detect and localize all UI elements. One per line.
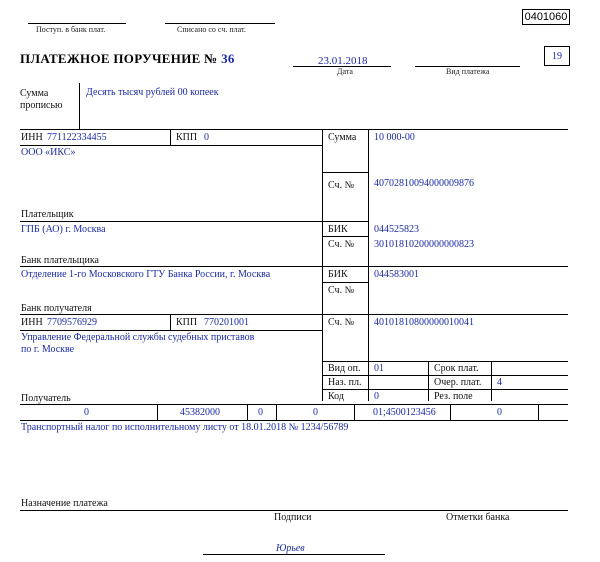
amount-words-value: Десять тысяч рублей 00 копеек — [86, 87, 219, 98]
bank-received-line — [28, 23, 126, 24]
tax-field-document: 01;4500123456 — [373, 407, 436, 418]
payer-bank-account-label: Сч. № — [328, 239, 355, 250]
grid-line — [322, 236, 368, 237]
grid-line — [322, 375, 568, 376]
payee-bank-name: Отделение 1-го Московского ГТУ Банка России, г. Москва — [21, 269, 271, 280]
grid-line — [538, 404, 539, 420]
priority: 4 — [497, 377, 502, 388]
payer-account-label: Сч. № — [328, 180, 355, 191]
grid-line — [20, 420, 568, 421]
order-number: 36 — [221, 51, 235, 66]
grid-line — [20, 129, 568, 130]
purpose-text: Транспортный налог по исполнительному листу от 18.01.2018 № 1234/56789 — [21, 422, 349, 433]
payer-inn-label: ИНН — [21, 132, 43, 143]
payer-bank-label: Банк плательщика — [21, 255, 99, 266]
grid-line — [20, 145, 322, 146]
grid-line — [20, 404, 568, 405]
debited-line — [165, 23, 275, 24]
payee-bank-account-label: Сч. № — [328, 285, 355, 296]
payee-kpp-label: КПП — [176, 317, 198, 328]
bank-marks-label: Отметки банка — [446, 512, 510, 523]
op-type-label: Вид оп. — [328, 363, 361, 374]
tax-field-oktmo: 45382000 — [180, 407, 220, 418]
payer-label: Плательщик — [21, 209, 74, 220]
grid-line — [276, 404, 277, 420]
payer-bank-account: 30101810200000000823 — [374, 239, 474, 250]
grid-line — [354, 404, 355, 420]
payment-type-label: Вид платежа — [446, 67, 490, 76]
payee-inn-label: ИНН — [21, 317, 43, 328]
tax-field-status: 0 — [84, 407, 89, 418]
grid-line — [450, 404, 451, 420]
priority-label: Очер. плат. — [434, 377, 482, 388]
grid-line — [20, 510, 568, 511]
reserve-label: Рез. поле — [434, 391, 473, 402]
payer-kpp: 0 — [204, 132, 209, 143]
payee-bank-label: Банк получателя — [21, 303, 92, 314]
amount-words-divider — [79, 83, 80, 129]
payee-account: 40101810800000010041 — [374, 317, 474, 328]
tax-field-period: 0 — [313, 407, 318, 418]
payer-bik-label: БИК — [328, 224, 348, 235]
sum-value: 10 000-00 — [374, 132, 415, 143]
grid-line — [20, 221, 368, 222]
grid-line — [322, 172, 368, 173]
sum-label: Сумма — [328, 132, 357, 143]
status-code-box: 19 — [544, 46, 570, 66]
payee-bik-label: БИК — [328, 269, 348, 280]
payee-label: Получатель — [21, 393, 71, 404]
grid-line — [157, 404, 158, 420]
grid-line — [20, 266, 568, 267]
code-label: Код — [328, 391, 344, 402]
grid-line — [491, 361, 492, 401]
title-prefix: ПЛАТЕЖНОЕ ПОРУЧЕНИЕ № — [20, 51, 218, 66]
grid-line — [247, 404, 248, 420]
term-label: Срок плат. — [434, 363, 479, 374]
tax-field-basis: 0 — [258, 407, 263, 418]
grid-line — [322, 389, 568, 390]
grid-line — [170, 314, 171, 330]
grid-line — [20, 330, 322, 331]
payer-bik: 044525823 — [374, 224, 419, 235]
page-title — [20, 51, 235, 67]
grid-line — [322, 282, 368, 283]
signature-name: Юрьев — [276, 543, 305, 554]
purpose-label: Назначение платежа — [21, 498, 108, 509]
form-code-box: 0401060 — [522, 9, 570, 25]
bank-received-label: Поступ. в банк плат. — [36, 25, 106, 34]
grid-line — [428, 361, 429, 401]
payer-name: ООО «ИКС» — [21, 147, 76, 158]
payee-name: Управление Федеральной службы судебных приставов по г. Москве — [21, 332, 255, 355]
payer-inn: 771122334455 — [47, 132, 107, 143]
payer-account: 40702810094000009876 — [374, 178, 474, 189]
payer-bank-name: ГПБ (АО) г. Москва — [21, 224, 106, 235]
grid-line — [322, 361, 568, 362]
order-date: 23.01.2018 — [318, 55, 368, 67]
payee-kpp: 770201001 — [204, 317, 249, 328]
payee-account-label: Сч. № — [328, 317, 355, 328]
date-label: Дата — [337, 67, 353, 76]
tax-field-date: 0 — [497, 407, 502, 418]
signature-line — [203, 554, 385, 555]
purpose-code-label: Наз. пл. — [328, 377, 362, 388]
amount-words-label: Сумма прописью — [20, 88, 63, 111]
grid-line — [170, 129, 171, 145]
code: 0 — [374, 391, 379, 402]
debited-label: Списано со сч. плат. — [177, 25, 246, 34]
payee-bik: 044583001 — [374, 269, 419, 280]
op-type: 01 — [374, 363, 384, 374]
payer-kpp-label: КПП — [176, 132, 198, 143]
payee-inn: 7709576929 — [47, 317, 97, 328]
grid-line — [20, 314, 568, 315]
signatures-label: Подписи — [274, 512, 312, 523]
